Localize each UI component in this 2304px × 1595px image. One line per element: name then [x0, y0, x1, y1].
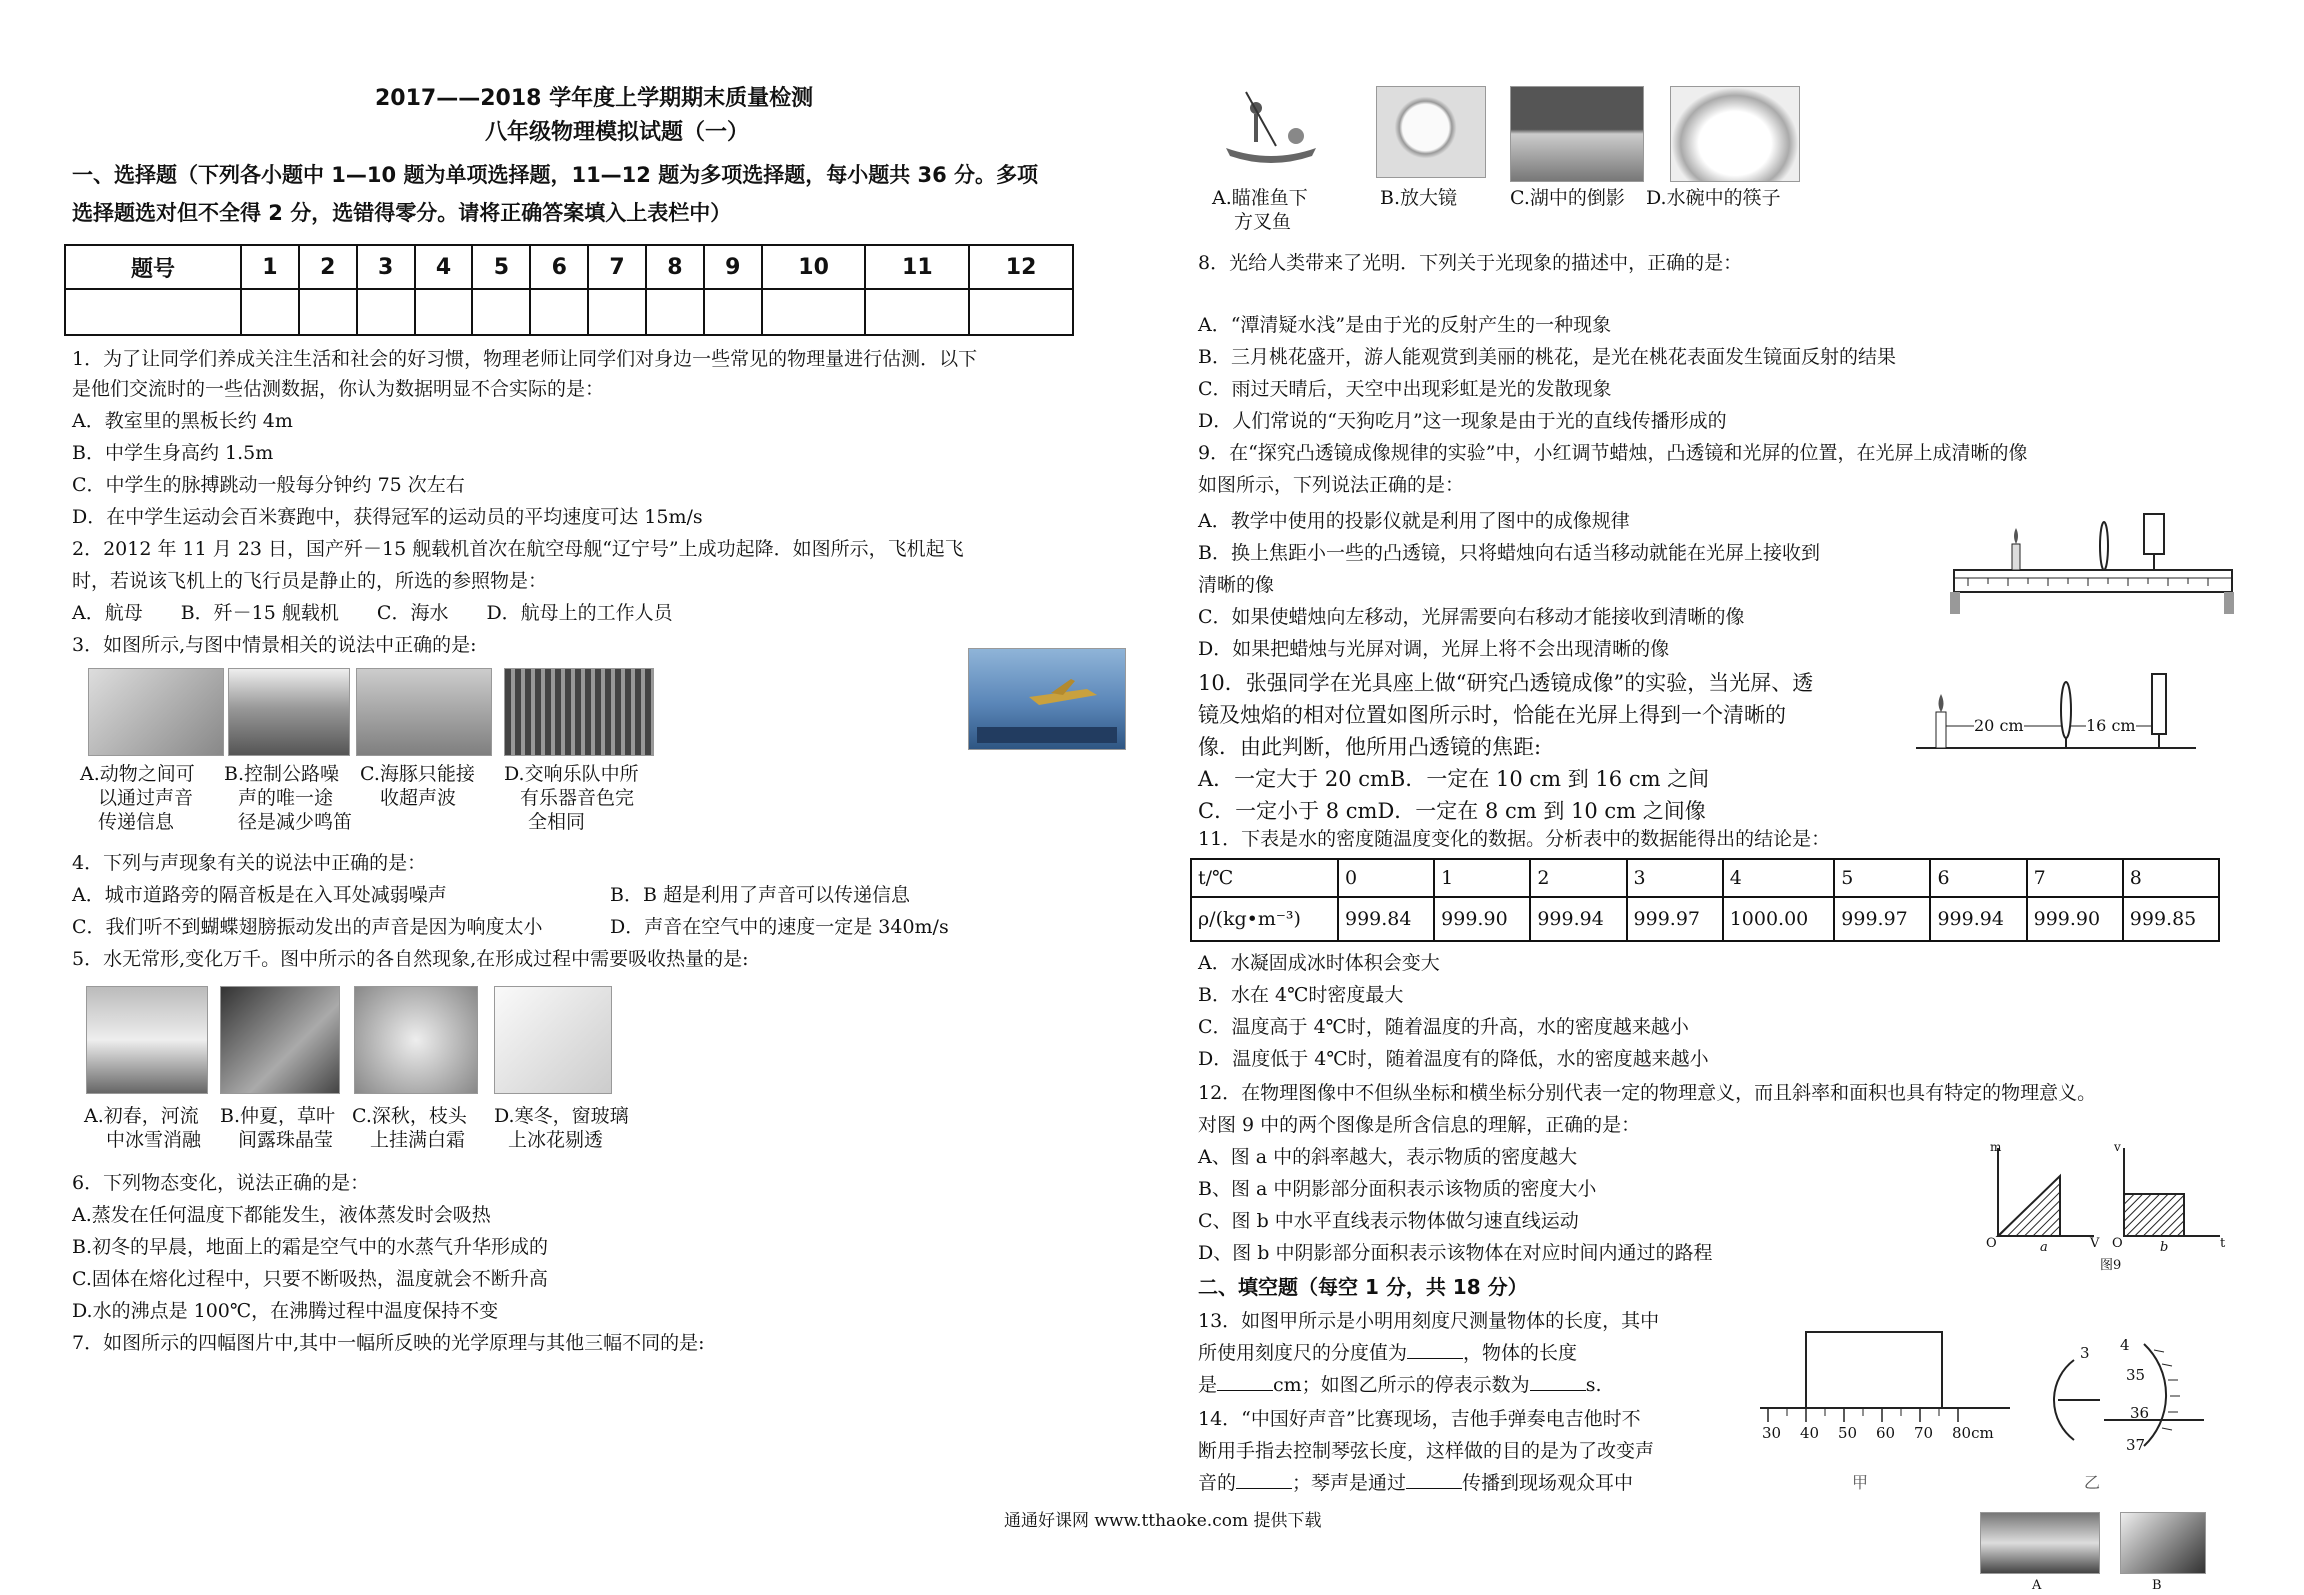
q5-caption-a2: 中冰雪消融 — [106, 1129, 202, 1151]
q10-line2: 镜及烛焰的相对位置如图所示时，恰能在光屏上得到一个清晰的 — [1198, 703, 1786, 727]
q1-option-b: B．中学生身高约 1.5m — [72, 442, 274, 464]
q12-stem-b: 对图 9 中的两个图像是所含信息的理解，正确的是： — [1198, 1114, 1641, 1136]
dolphin-image — [356, 668, 492, 756]
answer-col-9: 9 — [704, 245, 762, 289]
q6-option-c: C.固体在熔化过程中，只要不断吸热，温度就会不断升高 — [72, 1268, 548, 1290]
q13-blank-stopwatch[interactable] — [1530, 1372, 1586, 1391]
ruler-tick-50: 50 — [1838, 1424, 1858, 1442]
q5-caption-a1: A.初春，河流 — [84, 1105, 199, 1127]
answer-col-8: 8 — [646, 245, 704, 289]
figure-9-caption: 图9 — [2100, 1258, 2122, 1273]
ruler-tick-40: 40 — [1800, 1424, 1820, 1442]
answer-col-10: 10 — [762, 245, 866, 289]
q9-option-a: A．教学中使用的投影仪就是利用了图中的成像规律 — [1198, 510, 1630, 532]
dim-20cm: 20 cm — [1974, 716, 2024, 735]
q12-option-d: D、图 b 中阴影部分面积表示该物体在对应时间内通过的路程 — [1198, 1242, 1713, 1264]
answer-cell[interactable] — [588, 289, 646, 335]
q7-caption-a2: 方叉鱼 — [1234, 211, 1292, 233]
ruler-tick-60: 60 — [1876, 1424, 1896, 1442]
stopwatch-diagram — [2044, 1340, 2220, 1450]
q4-option-c: C．我们听不到蝴蝶翅膀振动发出的声音是因为响度太小 — [72, 916, 543, 938]
lake-reflection-image — [1510, 86, 1644, 182]
q3-caption-c1: C.海豚只能接 — [360, 763, 475, 785]
ruler-tick-70: 70 — [1914, 1424, 1934, 1442]
q9-stem-b: 如图所示，下列说法正确的是： — [1198, 474, 1465, 496]
answer-col-12: 12 — [969, 245, 1073, 289]
answer-col-2: 2 — [299, 245, 357, 289]
q2-stem-b: 时，若说该飞机上的飞行员是静止的，所选的参照物是： — [72, 570, 548, 592]
q13-blank-division[interactable] — [1407, 1340, 1463, 1359]
jet-icon — [969, 649, 1125, 749]
density-cell: 999.94 — [1530, 897, 1626, 941]
q7-caption-b: B.放大镜 — [1380, 187, 1458, 209]
q4-option-d: D．声音在空气中的速度一定是 340m/s — [610, 916, 949, 938]
answer-col-11: 11 — [865, 245, 969, 289]
density-table-row2-label: ρ/(kg•m⁻³) — [1191, 897, 1338, 941]
exam-subtitle: 八年级物理模拟试题（一） — [485, 120, 750, 145]
melting-ice-image — [86, 986, 208, 1094]
figure-jia-label: 甲 — [1852, 1473, 1869, 1492]
q4-stem: 4．下列与声现象有关的说法中正确的是： — [72, 852, 427, 874]
section2-title: 二、填空题（每空 1 分，共 18 分） — [1198, 1275, 1528, 1299]
highway-image — [228, 668, 350, 756]
q7-caption-d: D.水碗中的筷子 — [1646, 187, 1781, 209]
lens-setup-diagram — [1916, 660, 2216, 758]
temp-cell: 6 — [1930, 859, 2026, 897]
q6-option-d: D.水的沸点是 100℃，在沸腾过程中温度保持不变 — [72, 1300, 499, 1322]
q7-stem: 7．如图所示的四幅图片中,其中一幅所反映的光学原理与其他三幅不同的是: — [72, 1332, 705, 1354]
answer-blank-label — [65, 289, 241, 335]
q9-option-d: D．如果把蜡烛与光屏对调，光屏上将不会出现清晰的像 — [1198, 638, 1670, 660]
q10-options-cd: C．一定小于 8 cmD．一定在 8 cm 到 10 cm 之间像 — [1198, 799, 1706, 823]
q5-caption-d1: D.寒冬，窗玻璃 — [494, 1105, 629, 1127]
answer-cell[interactable] — [472, 289, 530, 335]
exam-title: 2017——2018 学年度上学期期末质量检测 — [375, 86, 814, 111]
q13-line2-a: 所使用刻度尺的分度值为 — [1198, 1342, 1408, 1364]
answer-table — [64, 244, 1074, 336]
graph-b-label: b — [2160, 1240, 2169, 1255]
q14-line1: 14．“中国好声音”比赛现场，吉他手弹奏电吉他时不 — [1198, 1408, 1641, 1430]
q4-option-b: B．B 超是利用了声音可以传递信息 — [610, 884, 910, 906]
q7-caption-c: C.湖中的倒影 — [1510, 187, 1625, 209]
answer-col-3: 3 — [357, 245, 415, 289]
temp-cell: 5 — [1834, 859, 1930, 897]
q5-caption-b1: B.仲夏，草叶 — [220, 1105, 336, 1127]
q11-option-a: A．水凝固成冰时体积会变大 — [1198, 952, 1440, 974]
answer-cell[interactable] — [646, 289, 704, 335]
temp-cell: 7 — [2027, 859, 2123, 897]
watch-num-35: 35 — [2126, 1366, 2146, 1384]
q1-stem-b: 是他们交流时的一些估测数据，你认为数据明显不合实际的是： — [72, 378, 605, 400]
graph-figure-9 — [1984, 1140, 2234, 1260]
q9-option-b1: B．换上焦距小一些的凸透镜，只将蜡烛向右适当移动就能在光屏上接收到 — [1198, 542, 1820, 564]
density-cell: 1000.00 — [1723, 897, 1835, 941]
q8-option-d: D．人们常说的“天狗吃月”这一现象是由于光的直线传播形成的 — [1198, 410, 1727, 432]
q8-option-c: C．雨过天晴后，天空中出现彩虹是光的发散现象 — [1198, 378, 1612, 400]
answer-col-1: 1 — [241, 245, 299, 289]
animals-image — [88, 668, 224, 756]
q8-option-a: A．“潭清疑水浅”是由于光的反射产生的一种现象 — [1198, 314, 1612, 336]
q3-caption-a3: 传递信息 — [98, 811, 175, 833]
q10-line1: 10．张强同学在光具座上做“研究凸透镜成像”的实验，当光屏、透 — [1198, 671, 1814, 695]
q8-option-b: B．三月桃花盛开，游人能观赏到美丽的桃花，是光在桃花表面发生镜面反射的结果 — [1198, 346, 1896, 368]
q13-line3-b: cm；如图乙所示的停表示数为 — [1273, 1374, 1530, 1396]
q3-stem: 3．如图所示,与图中情景相关的说法中正确的是: — [72, 634, 477, 656]
q10-options-ab: A．一定大于 20 cmB．一定在 10 cm 到 16 cm 之间 — [1198, 767, 1710, 791]
answer-cell[interactable] — [704, 289, 762, 335]
q13-line2-b: ，物体的长度 — [1463, 1342, 1578, 1364]
figure-b-label: B — [2152, 1578, 2162, 1593]
q2-stem-a: 2．2012 年 11 月 23 日，国产歼－15 舰载机首次在航空母舰“辽宁号”上成功起降．如图所示，飞机起飞 — [72, 538, 964, 560]
q13-line1: 13．如图甲所示是小明用刻度尺测量物体的长度，其中 — [1198, 1310, 1660, 1332]
answer-cell[interactable] — [415, 289, 473, 335]
density-cell: 999.85 — [2123, 897, 2219, 941]
q9-stem-a: 9．在“探究凸透镜成像规律的实验”中，小红调节蜡烛，凸透镜和光屏的位置，在光屏上成清晰的像 — [1198, 442, 2028, 464]
density-cell: 999.97 — [1834, 897, 1930, 941]
q3-caption-a1: A.动物之间可 — [80, 763, 195, 785]
q7-caption-a1: A.瞄准鱼下 — [1212, 187, 1308, 209]
q1-option-d: D．在中学生运动会百米赛跑中，获得冠军的运动员的平均速度可达 15m/s — [72, 506, 703, 528]
density-cell: 999.97 — [1627, 897, 1723, 941]
q14-blank-pitch[interactable] — [1236, 1470, 1292, 1489]
figure-yi-label: 乙 — [2084, 1473, 2101, 1492]
q14-line3 — [1198, 1470, 1633, 1496]
magnifier-image — [1376, 86, 1486, 178]
answer-cell[interactable] — [865, 289, 969, 335]
figure-a-label: A — [2032, 1578, 2042, 1593]
q12-stem-a: 12．在物理图像中不但纵坐标和横坐标分别代表一定的物理意义，而且斜率和面积也具有特定的物理意义。 — [1198, 1082, 2097, 1104]
q6-stem: 6．下列物态变化，说法正确的是： — [72, 1172, 370, 1194]
density-table — [1190, 858, 2220, 942]
density-cell: 999.84 — [1338, 897, 1434, 941]
watch-num-37: 37 — [2126, 1436, 2146, 1454]
temp-cell: 4 — [1723, 859, 1835, 897]
q1-stem-a: 1．为了让同学们养成关注生活和社会的好习惯，物理老师让同学们对身边一些常见的物理量进行估测．以下 — [72, 348, 978, 370]
q11-option-d: D．温度低于 4℃时，随着温度有的降低，水的密度越来越小 — [1198, 1048, 1709, 1070]
answer-cell[interactable] — [762, 289, 866, 335]
q8-stem: 8．光给人类带来了光明．下列关于光现象的描述中，正确的是： — [1198, 252, 1743, 274]
q3-caption-b1: B.控制公路噪 — [224, 763, 340, 785]
q12-option-c: C、图 b 中水平直线表示物体做匀速直线运动 — [1198, 1210, 1579, 1232]
temp-cell: 0 — [1338, 859, 1434, 897]
answer-cell[interactable] — [357, 289, 415, 335]
graph-a-y-label: m — [1990, 1140, 2002, 1154]
q3-caption-c2: 收超声波 — [380, 787, 457, 809]
q4-option-a: A．城市道路旁的隔音板是在入耳处减弱噪声 — [72, 884, 447, 906]
q3-caption-a2: 以通过声音 — [98, 787, 194, 809]
q5-stem: 5．水无常形,变化万千。图中所示的各自然现象,在形成过程中需要吸收热量的是: — [72, 948, 749, 970]
section1-title-b: 选择题选对但不全得 2 分，选错得零分。请将正确答案填入上表栏中） — [72, 201, 732, 225]
answer-col-5: 5 — [472, 245, 530, 289]
graph-a-origin: O — [1986, 1236, 1997, 1251]
q6-option-a: A.蒸发在任何温度下都能发生，液体蒸发时会吸热 — [72, 1204, 491, 1226]
graph-a-x-label: V — [2090, 1236, 2100, 1251]
watch-num-36: 36 — [2130, 1404, 2150, 1422]
watch-num-3: 3 — [2080, 1344, 2090, 1362]
q5-caption-c1: C.深秋，枝头 — [352, 1105, 467, 1127]
q1-option-c: C．中学生的脉搏跳动一般每分钟约 75 次左右 — [72, 474, 465, 496]
temp-cell: 8 — [2123, 859, 2219, 897]
orchestra-image — [504, 668, 654, 756]
q14-line2: 断用手指去控制琴弦长度，这样做的目的是为了改变声 — [1198, 1440, 1655, 1462]
optical-bench-diagram — [1948, 508, 2238, 620]
section1-title-a: 一、选择题（下列各小题中 1—10 题为单项选择题，11—12 题为多项选择题，每小题共 36 分。多项 — [72, 163, 1039, 187]
q3-caption-b3: 径是减少鸣笛 — [238, 811, 353, 833]
q9-option-c: C．如果使蜡烛向左移动，光屏需要向右移动才能接收到清晰的像 — [1198, 606, 1745, 628]
q5-caption-d2: 上冰花剔透 — [508, 1129, 604, 1151]
q13-line3 — [1198, 1372, 1601, 1398]
answer-cell[interactable] — [241, 289, 299, 335]
jet-carrier-image — [968, 648, 1126, 750]
dim-16cm: 16 cm — [2086, 716, 2136, 735]
ruler-tick-80: 80cm — [1952, 1424, 1994, 1442]
q3-caption-b2: 声的唯一途 — [238, 787, 334, 809]
answer-col-7: 7 — [588, 245, 646, 289]
density-cell: 999.94 — [1930, 897, 2026, 941]
ruler-tick-30: 30 — [1762, 1424, 1782, 1442]
q12-option-b: B、图 a 中阴影部分面积表示该物质的密度大小 — [1198, 1178, 1597, 1200]
q3-caption-d1: D.交响乐队中所 — [504, 763, 639, 785]
q14-line3-b: ；琴声是通过 — [1292, 1472, 1407, 1494]
temp-cell: 1 — [1434, 859, 1530, 897]
window-frost-image — [494, 986, 612, 1094]
q14-blank-medium[interactable] — [1406, 1470, 1462, 1489]
q13-line2 — [1198, 1340, 1577, 1366]
density-cell: 999.90 — [1434, 897, 1530, 941]
q1-option-a: A．教室里的黑板长约 4m — [72, 410, 293, 432]
temp-cell: 3 — [1627, 859, 1723, 897]
remote-control-image — [2120, 1512, 2206, 1574]
q11-option-b: B．水在 4℃时密度最大 — [1198, 984, 1404, 1006]
q3-caption-d3: 全相同 — [528, 811, 586, 833]
fishing-image — [1216, 86, 1326, 166]
frost-image — [354, 986, 478, 1094]
graph-b-x-label: t — [2220, 1236, 2226, 1251]
q13-line3-c: s. — [1585, 1374, 1602, 1396]
answer-cell[interactable] — [299, 289, 357, 335]
answer-cell[interactable] — [530, 289, 588, 335]
graph-a-label: a — [2040, 1240, 2048, 1255]
density-table-row1-label: t/℃ — [1191, 859, 1338, 897]
q9-option-b2: 清晰的像 — [1198, 574, 1275, 596]
q14-line3-c: 传播到现场观众耳中 — [1462, 1472, 1634, 1494]
dew-image — [220, 986, 340, 1094]
bowl-chopsticks-image — [1670, 86, 1800, 182]
graph-b-origin: O — [2112, 1236, 2123, 1251]
q5-caption-c2: 上挂满白霜 — [370, 1129, 466, 1151]
q5-caption-b2: 间露珠晶莹 — [238, 1129, 334, 1151]
q3-caption-d2: 有乐器音色完 — [520, 787, 635, 809]
graph-b-y-label: v — [2114, 1140, 2121, 1154]
q11-option-c: C．温度高于 4℃时，随着温度的升高，水的密度越来越小 — [1198, 1016, 1689, 1038]
boat-icon — [1216, 86, 1326, 166]
answer-cell[interactable] — [969, 289, 1073, 335]
q14-line3-a: 音的 — [1198, 1472, 1237, 1494]
watch-num-4: 4 — [2120, 1336, 2130, 1354]
q12-option-a: A、图 a 中的斜率越大，表示物质的密度越大 — [1198, 1146, 1578, 1168]
q6-option-b: B.初冬的早晨，地面上的霜是空气中的水蒸气升华形成的 — [72, 1236, 549, 1258]
footer-text: 通通好课网 www.tthaoke.com 提供下载 — [1004, 1511, 1322, 1531]
q11-stem: 11．下表是水的密度随温度变化的数据。分析表中的数据能得出的结论是： — [1198, 828, 1831, 850]
q2-options: A．航母 B．歼－15 舰载机 C．海水 D．航母上的工作人员 — [72, 602, 673, 624]
answer-table-header-label: 题号 — [65, 245, 241, 289]
money-detector-image — [1980, 1512, 2100, 1574]
q13-blank-length[interactable] — [1217, 1372, 1273, 1391]
answer-col-6: 6 — [530, 245, 588, 289]
q10-line3: 像．由此判断，他所用凸透镜的焦距: — [1198, 735, 1542, 759]
answer-col-4: 4 — [415, 245, 473, 289]
density-cell: 999.90 — [2027, 897, 2123, 941]
q13-line3-a: 是 — [1198, 1374, 1218, 1396]
temp-cell: 2 — [1530, 859, 1626, 897]
